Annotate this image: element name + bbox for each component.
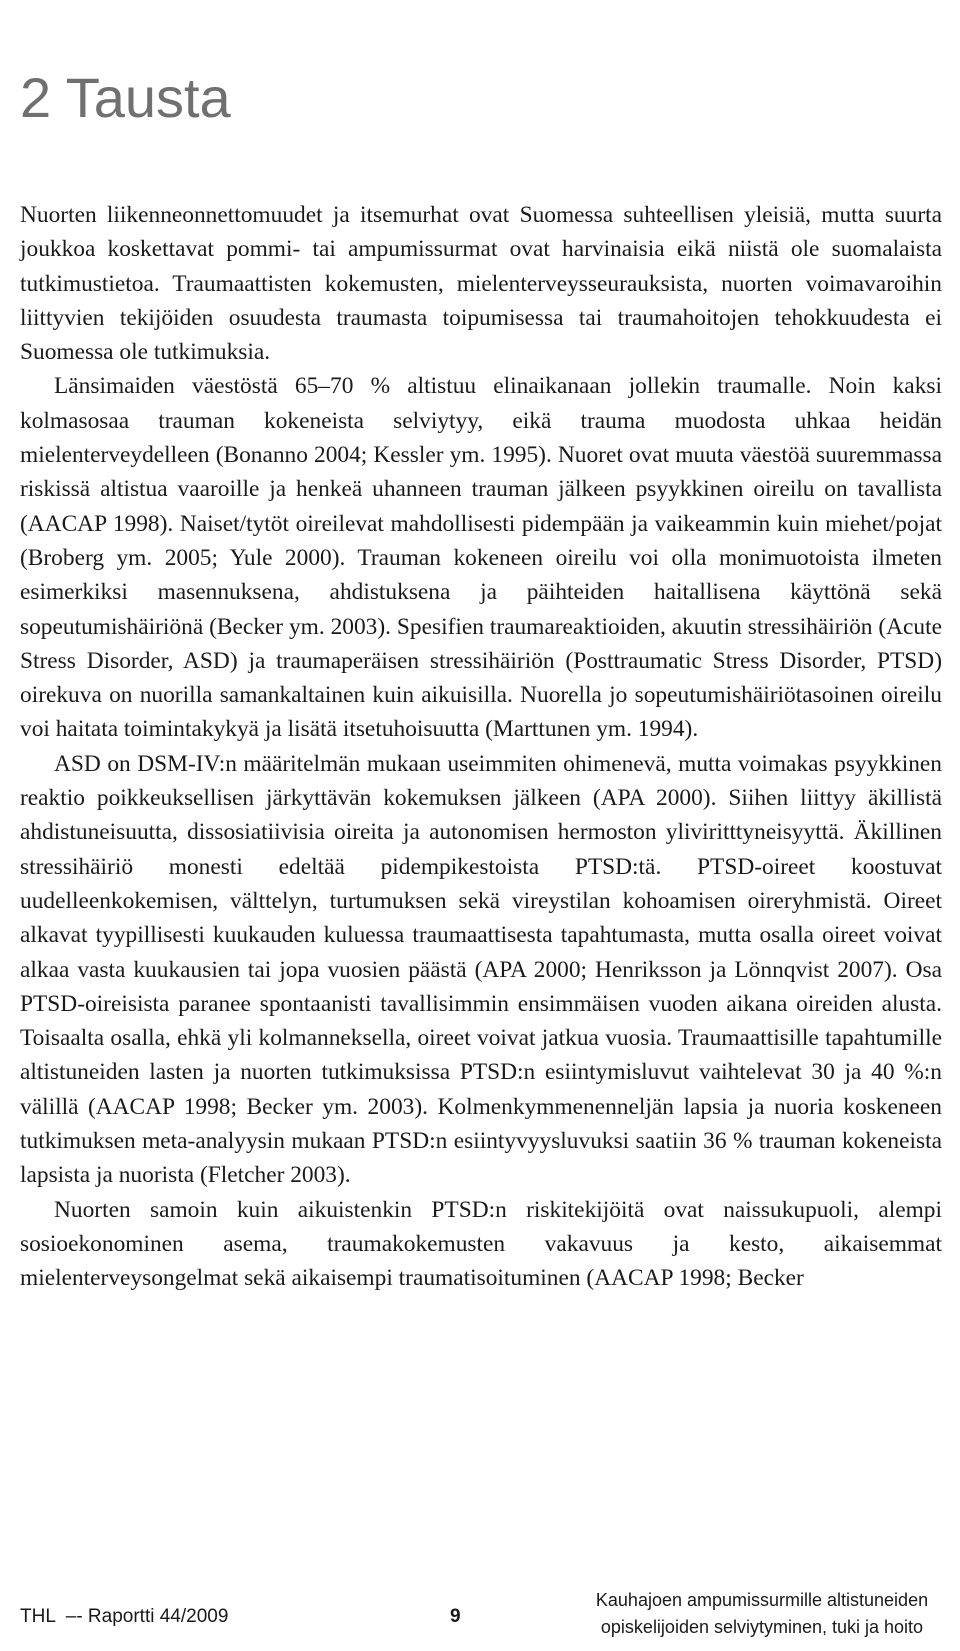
page-number: 9 — [450, 1606, 461, 1627]
paragraph-intro: Nuorten liikenneonnettomuudet ja itsemurhat ovat Suomessa suhteellisen yleisiä, mutta suurta joukkoa koskettavat pommi- tai ampumissurmat ovat harvinaisia eikä niistä ole suomalaista tutkimustietoa. Traumaattisten kokemusten, mielenterveysseurauksista, nuorten voimavaroihin liittyvien tekijöiden osuudesta traumasta toipumisessa tai traumahoitojen tehokkuudesta ei Suomessa ole tutkimuksia. — [20, 202, 942, 366]
body-text — [20, 198, 942, 1296]
footer-title-line-2: opiskelijoiden selviytyminen, tuki ja hoito — [600, 1617, 924, 1637]
page-footer — [20, 1584, 942, 1644]
paragraph-trauma-exposure: Länsimaiden väestöstä 65–70 % altistuu elinaikanaan jollekin traumalle. Noin kaksi kolmasosaa trauman kokeneista selviytyy, eikä trauma muodosta uhkaa heidän mielenterveydelleen (Bonanno 2004; Kessler ym. 1995). Nuoret ovat muuta väestöä suuremmassa riskissä altistua vaaroille ja henkeä uhanneen trauman jälkeen psyykkinen oireilu on tavallista (AACAP 1998). Naiset/tytöt oireilevat mahdollisesti pidempään ja vaikeammin kuin miehet/pojat (Broberg ym. 2005; Yule 2000). Trauman kokeneen oireilu voi olla monimuotoista ilmeten esimerkiksi masennuksena, ahdistuksena ja päihteiden haitallisena käyttönä sekä sopeutumishäiriönä (Becker ym. 2003). Spesifien traumareaktioiden, akuutin stressihäiriön (Acute Stress Disorder, ASD) ja traumaperäisen stressihäiriön (Posttraumatic Stress Disorder, PTSD) oirekuva on nuorilla samankaltainen kuin aikuisilla. Nuorella jo sopeutumishäiriötasoinen oireilu voi haitata toimintakykyä ja lisätä itsetuhoisuutta (Marttunen ym. 1994). — [20, 373, 942, 743]
footer-report-id: THL –- Raportti 44/2009 — [20, 1606, 229, 1627]
footer-report-title — [582, 1587, 942, 1641]
paragraph-risk-factors: Nuorten samoin kuin aikuistenkin PTSD:n riskitekijöitä ovat naissukupuoli, alempi sosioekonominen asema, traumakokemusten vakavuus ja kesto, aikaisemmat mielenterveysongelmat sekä aikaisempi traumatisoituminen (AACAP 1998; Becker — [20, 1196, 942, 1292]
footer-title-line-1: Kauhajoen ampumissurmille altistuneiden — [595, 1590, 929, 1610]
paragraph-asd-ptsd: ASD on DSM-IV:n määritelmän mukaan useimmiten ohimenevä, mutta voimakas psyykkinen reaktio poikkeuksellisen järkyttävän kokemuksen jälkeen (APA 2000). Siihen liittyy äkillistä ahdistuneisuutta, dissosiatiivisia oireita ja autonomisen hermoston yliviritttyneisyyttä. Äkillinen stressihäiriö monesti edeltää pidempikestoista PTSD:tä. PTSD-oireet koostuvat uudelleenkokemisen, välttelyn, turtumuksen sekä vireystilan kohoamisen oireryhmistä. Oireet alkavat tyypillisesti kuukauden kuluessa traumaattisesta tapahtumasta, mutta osalla oireet voivat alkaa vasta kuukausien tai jopa vuosien päästä (APA 2000; Henriksson ja Lönnqvist 2007). Osa PTSD-oireisista paranee spontaanisti tavallisimmin ensimmäisen vuoden aikana oireiden alusta. Toisaalta osalla, ehkä yli kolmanneksella, oireet voivat jatkua vuosia. Traumaattisille tapahtumille altistuneiden lasten ja nuorten tutkimuksissa PTSD:n esiintymisluvut vaihtelevat 30 ja 40 %:n välillä (AACAP 1998; Becker ym. 2003). Kolmenkymmenenneljän lapsia ja nuoria koskeneen tutkimuksen meta-analyysin mukaan PTSD:n esiintyvyysluvuksi saatiin 36 % trauman kokeneista lapsista ja nuorista (Fletcher 2003). — [20, 750, 942, 1189]
section-title: 2 Tausta — [20, 66, 231, 129]
